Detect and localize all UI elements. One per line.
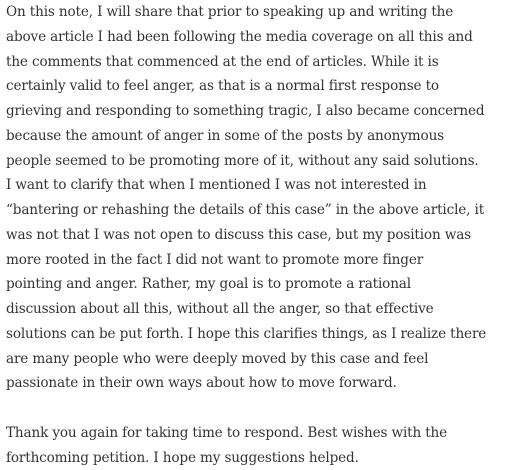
text-line: are many people who were deeply moved by this case and feel [6, 350, 429, 367]
text-line: more rooted in the fact I did not want to promote more finger [6, 251, 424, 268]
text-line: was not that I was not open to discuss this case, but my position was [6, 226, 471, 243]
text-line: because the amount of anger in some of the posts by anonymous [6, 127, 444, 144]
text-line: people seemed to be promoting more of it, without any said solutions. [6, 152, 479, 169]
text-line: pointing and anger. Rather, my goal is to promote a rational [6, 276, 411, 293]
text-line: forthcoming petition. I hope my suggestions helped. [6, 449, 359, 466]
comment-paragraph-2 [6, 421, 516, 470]
text-line: discussion about all this, without all the anger, so that effective [6, 301, 434, 317]
text-line: passionate in their own ways about how to move forward. [6, 375, 397, 392]
text-line: grieving and responding to something tragic, I also became concerned [6, 103, 485, 119]
text-line: above article I had been following the media coverage on all this and [6, 28, 473, 45]
text-line: On this note, I will share that prior to speaking up and writing the [6, 4, 454, 20]
comment-body [6, 0, 516, 470]
text-line: the comments that commenced at the end of articles. While it is [6, 53, 439, 70]
text-line: solutions can be put forth. I hope this clarifies things, as I realize there [6, 325, 487, 342]
paragraph-spacer [6, 396, 516, 421]
comment-paragraph-1 [6, 0, 516, 396]
text-line: I want to clarify that when I mentioned I was not interested in [6, 177, 427, 194]
text-line: Thank you again for taking time to respond. Best wishes with the [6, 424, 448, 441]
text-line: certainly valid to feel anger, as that is a normal first response to [6, 78, 439, 95]
text-line: “bantering or rehashing the details of this case” in the above article, it [6, 202, 485, 218]
